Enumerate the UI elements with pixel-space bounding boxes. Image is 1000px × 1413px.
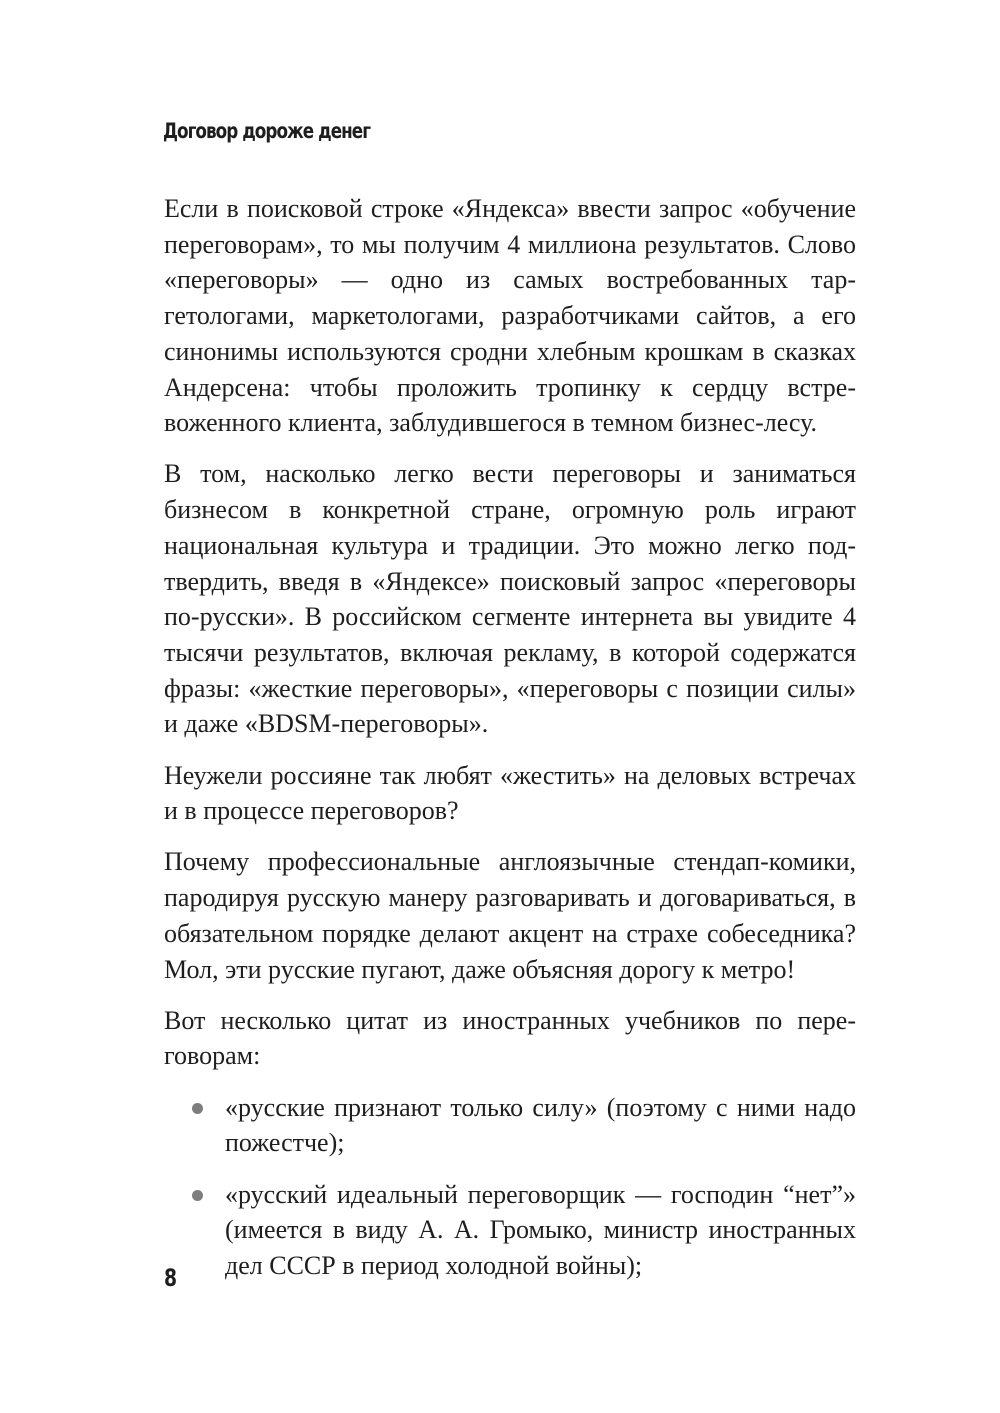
bullet-text: «русский идеальный переговорщик — господин “нет”» (имеется в виду А. А. Громыко, министр иностранных дел СССР в период холодной войны);	[225, 1179, 856, 1280]
bullet-dot-icon	[192, 1190, 203, 1201]
bullet-dot-icon	[192, 1103, 203, 1114]
quote-bullet-list	[164, 1090, 856, 1284]
bullet-list-item	[164, 1090, 856, 1161]
running-header-title: Договор дороже денег	[163, 119, 371, 143]
paragraph: Если в поисковой строке «Яндекса» ввести запрос «обучение переговорам», то мы получим 4 миллиона результатов. Слово «переговоры» — одно из самых востребованных таргетологами, маркетологами, разработчиками сайтов, а его синонимы используются сродни хлебным крошкам в сказках Андерсена: чтобы проложить тропинку к сердцу встревоженного клиента, заблудившегося в темном бизнес-лесу.	[164, 194, 856, 438]
paragraph: Вот несколько цитат из иностранных учебников по переговорам:	[164, 1005, 856, 1071]
bullet-text: «русские признают только силу» (поэтому с ними надо пожестче);	[225, 1092, 856, 1158]
page-body-text	[164, 191, 856, 1299]
paragraph: Почему профессиональные англоязычные стендап-комики, пародируя русскую манеру разговаривать и договариваться, в обязательном порядке делают акцент на страхе собеседника? Мол, эти русские пугают, даже объясняя дорогу к метро!	[164, 847, 856, 984]
paragraph: Неужели россияне так любят «жестить» на деловых встречах и в процессе переговоров?	[164, 760, 856, 826]
bullet-list-item	[164, 1177, 856, 1284]
paragraph: В том, насколько легко вести переговоры и заниматься бизнесом в конкретной стране, огромную роль играют национальная культура и традиции. Это можно легко подтвердить, введя в «Яндексе» поисковый запрос «переговоры по-русски». В российском сегменте интернета вы увидите 4 тысячи результатов, включая рекламу, в которой содержатся фразы: «жесткие переговоры», «переговоры с позиции силы» и даже «BDSM-переговоры».	[164, 459, 856, 739]
page-number: 8	[164, 1264, 178, 1292]
